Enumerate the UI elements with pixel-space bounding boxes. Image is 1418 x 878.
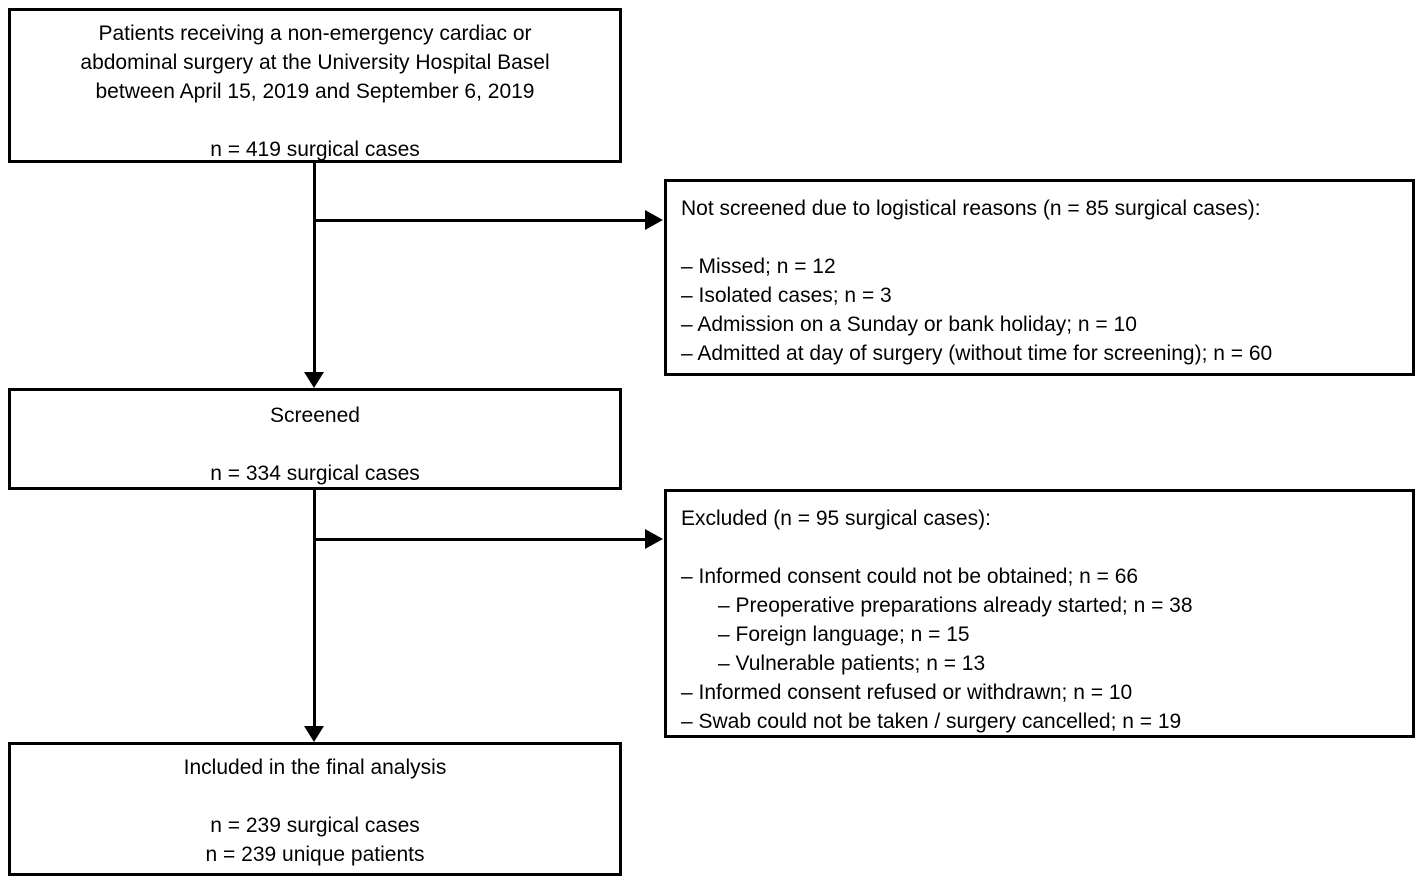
not-screened-item: – Missed; n = 12 (681, 255, 836, 278)
box-included (8, 742, 622, 876)
screened-count: n = 334 surgical cases (210, 462, 420, 485)
not-screened-item: – Admitted at day of surgery (without time for screening); n = 60 (681, 342, 1273, 365)
spacer (11, 106, 619, 135)
excluded-item: – Informed consent could not be obtained; n = 66 (681, 565, 1139, 588)
arrowhead-right-icon (645, 210, 663, 230)
box-screened (8, 388, 622, 490)
spacer (681, 533, 1398, 562)
spacer (681, 223, 1398, 252)
spacer (11, 430, 619, 459)
arrowhead-down-icon (304, 726, 324, 742)
excluded-subitem: – Preoperative preparations already started; n = 38 (718, 594, 1193, 617)
excluded-subitem: – Vulnerable patients; n = 13 (718, 652, 986, 675)
not-screened-item: – Admission on a Sunday or bank holiday; n = 10 (681, 313, 1137, 336)
connector-screened-to-included (313, 490, 316, 728)
connector-branch-to-not-screened (314, 219, 646, 222)
spacer (11, 782, 619, 811)
enrollment-title-line-1: Patients receiving a non-emergency cardiac or (98, 22, 532, 45)
included-count-patients: n = 239 unique patients (205, 843, 425, 866)
connector-branch-to-excluded (314, 538, 646, 541)
enrollment-title-line-2: abdominal surgery at the University Hospital Basel (80, 51, 550, 74)
included-count-cases: n = 239 surgical cases (210, 814, 420, 837)
arrowhead-down-icon (304, 372, 324, 388)
excluded-item: – Swab could not be taken / surgery cancelled; n = 19 (681, 710, 1182, 733)
box-not-screened (664, 179, 1415, 376)
box-excluded (664, 489, 1415, 738)
enrollment-title-line-3: between April 15, 2019 and September 6, 2019 (95, 80, 535, 103)
screened-title: Screened (270, 404, 360, 427)
excluded-subitem: – Foreign language; n = 15 (718, 623, 970, 646)
enrollment-count: n = 419 surgical cases (210, 138, 420, 161)
box-enrollment (8, 8, 622, 163)
arrowhead-right-icon (645, 529, 663, 549)
connector-enrollment-to-screened (313, 163, 316, 374)
excluded-header: Excluded (n = 95 surgical cases): (681, 507, 991, 530)
excluded-item: – Informed consent refused or withdrawn; n = 10 (681, 681, 1133, 704)
included-title: Included in the final analysis (183, 756, 447, 779)
not-screened-item: – Isolated cases; n = 3 (681, 284, 892, 307)
not-screened-header: Not screened due to logistical reasons (n = 85 surgical cases): (681, 197, 1261, 220)
